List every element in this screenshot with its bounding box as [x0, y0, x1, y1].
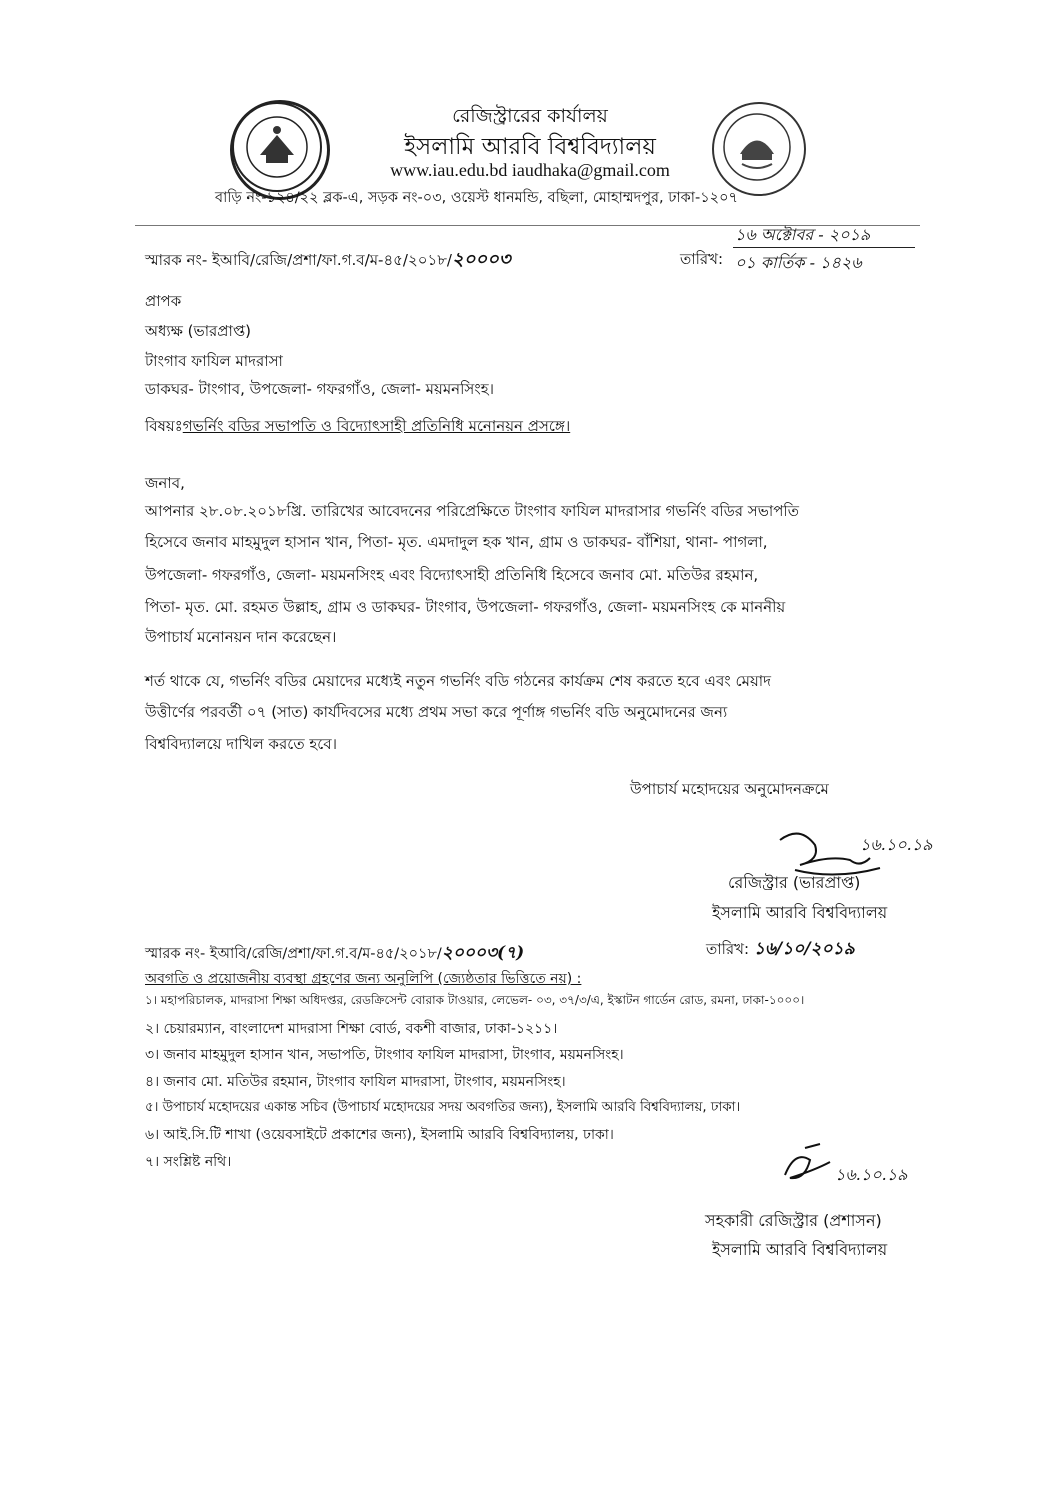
paragraph-line: উপজেলা- গফরগাঁও, জেলা- ময়মনসিংহ এবং বিদ্যোৎসাহী প্রতিনিধি হিসেবে জনাব মো. মতিউর রহমান, [145, 566, 759, 584]
approval-note: উপাচার্য মহোদয়ের অনুমোদনক্রমে [630, 780, 829, 798]
memo-number [145, 245, 511, 276]
copy-date-label: তারিখ: [706, 940, 750, 958]
date-bangla: ০১ কার্তিক - ১৪২৬ [735, 253, 862, 272]
paragraph-line: উত্তীর্ণের পরবর্তী ০৭ (সাত) কার্যদিবসের মধ্যে প্রথম সভা করে পূর্ণাঙ্গ গভর্নিং বডি অনুমোদনের জন্য [145, 703, 728, 721]
date-label: তারিখ: [680, 250, 724, 268]
office-title: রেজিস্ট্রারের কার্যালয় [452, 105, 608, 127]
assistant-registrar-sign-date: ১৬.১০.১৯ [835, 1165, 908, 1184]
date-fraction-bar [733, 247, 915, 248]
copy-item: ১। মহাপরিচালক, মাদরাসা শিক্ষা অধিদপ্তর, রেডক্রিসেন্ট বোরাক টাওয়ার, লেভেল- ০৩, ৩৭/৩/এ, ইস্কাটন গার্ডেন রোড, রমনা, ঢাকা-১০০০। [145, 993, 805, 1007]
university-name: ইসলামি আরবি বিশ্ববিদ্যালয় [404, 134, 656, 160]
copy-item: ৭। সংশ্লিষ্ট নথি। [145, 1154, 232, 1170]
copy-item: ৩। জনাব মাহমুদুল হাসান খান, সভাপতি, টাংগাব ফাযিল মাদরাসা, টাংগাব, ময়মনসিংহ। [145, 1047, 624, 1063]
copy-memo-handwritten: ২০০০৩(৭) [441, 943, 525, 963]
paragraph-line: পিতা- মৃত. মো. রহমত উল্লাহ, গ্রাম ও ডাকঘর- টাংগাব, উপজেলা- গফরগাঁও, জেলা- ময়মনসিংহ কে মাননীয় [145, 598, 786, 616]
copy-date-handwritten: ১৬/১০/২০১৯ [753, 939, 855, 959]
paragraph-line: বিশ্ববিদ্যালয়ে দাখিল করতে হবে। [145, 735, 337, 753]
subject-text: গভর্নিং বডির সভাপতি ও বিদ্যোৎসাহী প্রতিনিধি মনোনয়ন প্রসঙ্গে। [182, 417, 571, 435]
memo-handwritten: ২০০০৩ [452, 249, 511, 270]
copy-item: ৫। উপাচার্য মহোদয়ের একান্ত সচিব (উপাচার্য মহোদয়ের সদয় অবগতির জন্য), ইসলামি আরবি বিশ্ববিদ্যালয়, ঢাকা। [145, 1100, 741, 1115]
registrar-sign-date: ১৬.১০.১৯ [860, 835, 933, 854]
copy-memo-number [145, 940, 524, 968]
recipient-line: প্রাপক [145, 292, 182, 310]
registrar-title: রেজিস্ট্রার (ভারপ্রাপ্ত) [728, 873, 861, 892]
memo-prefix: স্মারক নং- ইআবি/রেজি/প্রশা/ফা.গ.ব/ম-৪৫/২০১৮/ [145, 251, 452, 269]
paragraph-line: হিসেবে জনাব মাহমুদুল হাসান খান, পিতা- মৃত. এমদাদুল হক খান, গ্রাম ও ডাকঘর- বাঁশিয়া, থানা- পাগলা, [145, 533, 768, 551]
copy-item: ৪। জনাব মো. মতিউর রহমান, টাংগাব ফাযিল মাদরাসা, টাংগাব, ময়মনসিংহ। [145, 1074, 566, 1090]
university-logo-left [230, 100, 330, 200]
paragraph-line: শর্ত থাকে যে, গভর্নিং বডির মেয়াদের মধ্যেই নতুন গভর্নিং বডি গঠনের কার্যক্রম শেষ করতে হবে এবং মেয়াদ [145, 672, 772, 690]
subject [145, 415, 570, 440]
web-email: www.iau.edu.bd iaudhaka@gmail.com [390, 160, 670, 180]
registrar-org: ইসলামি আরবি বিশ্ববিদ্যালয় [712, 903, 888, 922]
university-seal-right [712, 102, 806, 196]
copy-date [706, 936, 855, 964]
copy-heading: অবগতি ও প্রয়োজনীয় ব্যবস্থা গ্রহণের জন্য অনুলিপি (জ্যেষ্ঠতার ভিত্তিতে নয়) : [145, 971, 582, 987]
date-gregorian: ১৬ অক্টোবর - ২০১৯ [735, 225, 871, 244]
paragraph-line: উপাচার্য মনোনয়ন দান করেছেন। [145, 628, 337, 646]
copy-item: ৬। আই.সি.টি শাখা (ওয়েবসাইটে প্রকাশের জন্য), ইসলামি আরবি বিশ্ববিদ্যালয়, ঢাকা। [145, 1127, 614, 1143]
recipient-line: টাংগাব ফাযিল মাদরাসা [145, 352, 283, 370]
recipient-line: অধ্যক্ষ (ভারপ্রাপ্ত) [145, 322, 252, 340]
recipient-line: ডাকঘর- টাংগাব, উপজেলা- গফরগাঁও, জেলা- ময়মনসিংহ। [145, 380, 495, 398]
address: বাড়ি নং-১২৪/২২ ব্লক-এ, সড়ক নং-০৩, ওয়েস্ট ধানমন্ডি, বছিলা, মোহাম্মদপুর, ঢাকা-১২০৭ [215, 190, 738, 206]
copy-item: ২। চেয়ারম্যান, বাংলাদেশ মাদরাসা শিক্ষা বোর্ড, বকশী বাজার, ঢাকা-১২১১। [145, 1021, 558, 1037]
assistant-registrar-org: ইসলামি আরবি বিশ্ববিদ্যালয় [712, 1240, 888, 1259]
copy-memo-prefix: স্মারক নং- ইআবি/রেজি/প্রশা/ফা.গ.ব/ম-৪৫/২০১৮/ [145, 946, 442, 962]
paragraph-line: আপনার ২৮.০৮.২০১৮খ্রি. তারিখের আবেদনের পরিপ্রেক্ষিতে টাংগাব ফাযিল মাদরাসার গভর্নিং বডির সভাপতি [145, 502, 799, 520]
salutation: জনাব, [145, 474, 185, 492]
subject-label: বিষয়ঃ [145, 417, 183, 435]
assistant-registrar-title: সহকারী রেজিস্ট্রার (প্রশাসন) [705, 1211, 882, 1230]
